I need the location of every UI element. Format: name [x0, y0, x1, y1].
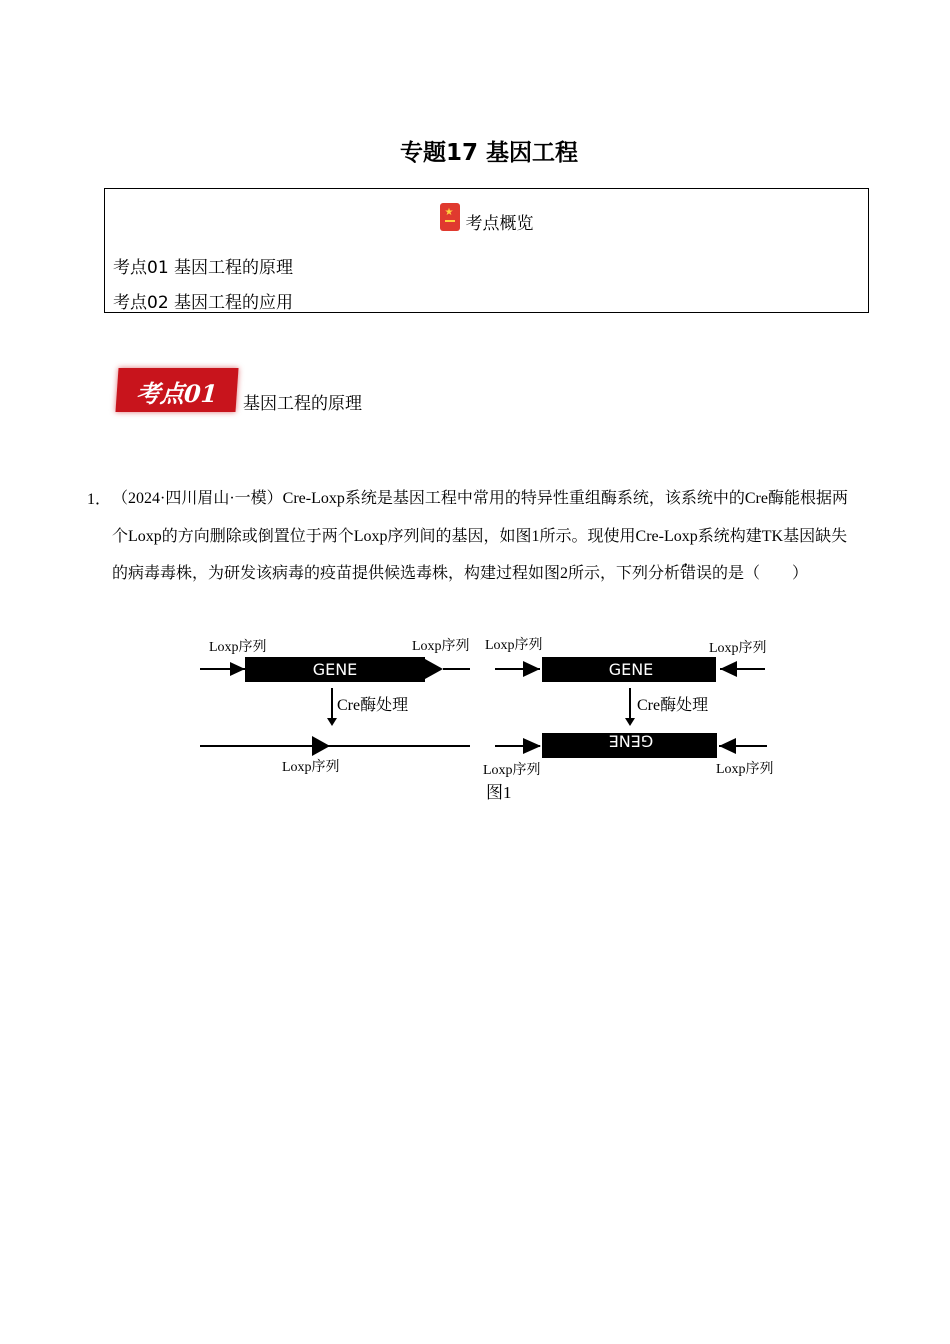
section-badge: 考点01 — [115, 368, 238, 412]
down-arrow-icon — [327, 718, 337, 726]
loxp-label: Loxp序列 — [485, 638, 543, 653]
question-number: 1． — [87, 491, 112, 508]
gene-label: GENE — [312, 660, 358, 679]
loxp-label: Loxp序列 — [282, 760, 340, 775]
loxp-label: Loxp序列 — [716, 762, 774, 777]
overview-heading-text: 考点概览 — [465, 214, 534, 234]
figure-1-diagram — [195, 630, 785, 810]
overview-box — [104, 188, 869, 313]
overview-item-2[interactable]: 考点02 基因工程的应用 — [113, 293, 294, 313]
question-text: （2024·四川眉山·一模）Cre-Loxp系统是基因工程中常用的特异性重组酶系统，该系统中的Cre酶能根据两个Loxp的方向删除或倒置位于两个Loxp序列间的基因，如图1所示。现使用Cre-Loxp系统构建TK基因缺失的病毒毒株，为研发该病毒的疫苗提供候选毒株，构建过程如图2所示，下列分析错误的是（ ） — [112, 490, 848, 582]
loxp-label: Loxp序列 — [709, 641, 767, 656]
section-title: 基因工程的原理 — [243, 394, 362, 414]
loxp-label: Loxp序列 — [209, 640, 267, 655]
page-title: 专题17 基因工程 — [399, 140, 578, 166]
down-arrow-icon — [625, 718, 635, 726]
gene-label: GENE — [608, 660, 654, 679]
loxp-label: Loxp序列 — [412, 639, 470, 654]
book-icon — [440, 203, 460, 231]
treatment-label: Cre酶处理 — [637, 697, 709, 714]
loxp-arrow — [523, 661, 540, 677]
gene-label-inverted: GENE — [608, 731, 654, 751]
emphasis-text: 错误 — [680, 565, 713, 582]
loxp-arrow — [230, 662, 245, 676]
loxp-arrow — [523, 738, 541, 754]
loxp-arrow — [312, 736, 330, 756]
loxp-arrow — [425, 659, 443, 679]
overview-item-1[interactable]: 考点01 基因工程的原理 — [113, 258, 294, 278]
loxp-label: Loxp序列 — [483, 763, 541, 778]
treatment-label: Cre酶处理 — [337, 697, 409, 714]
figure-caption: 图1 — [486, 783, 512, 802]
overview-heading — [105, 203, 868, 234]
